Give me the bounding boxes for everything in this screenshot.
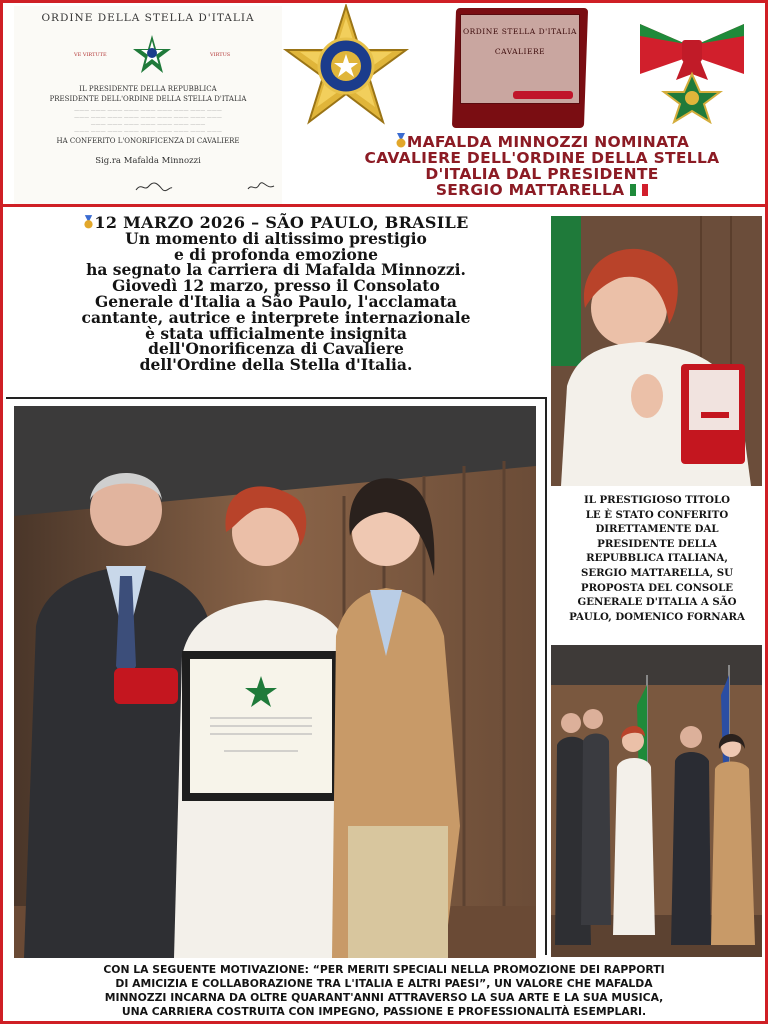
- side-caption: [553, 493, 761, 624]
- intro-line: Un momento di altissimo prestigio: [125, 228, 427, 248]
- italy-flag-icon: [630, 184, 648, 196]
- intro-line: ha segnato la carriera di Mafalda Minnozzi.: [86, 260, 466, 280]
- diploma-line: HA CONFERITO L'ONORIFICENZA DI CAVALIERE: [56, 137, 240, 145]
- intro-line: è stata ufficialmente insignita: [145, 323, 407, 343]
- motivation-line: CON LA SEGUENTE MOTIVAZIONE: “PER MERITI SPECIALI NELLA PROMOZIONE DEI RAPPORTI: [103, 963, 665, 976]
- ceremony-photo: [14, 406, 536, 958]
- medal-icon: [395, 133, 407, 148]
- medal-box-rank: CAVALIERE: [494, 47, 546, 56]
- diploma-star-emblem-icon: [132, 34, 172, 74]
- event-date: 12 MARZO 2026 – SÃO PAULO, BRASILE: [94, 213, 469, 232]
- intro-divider: [6, 397, 546, 399]
- headline-line: D'ITALIA DAL PRESIDENTE: [425, 165, 659, 183]
- header-divider: [0, 204, 768, 207]
- column-divider: [545, 397, 547, 955]
- diploma-recipient: Sig.ra Mafalda Minnozzi: [95, 156, 201, 166]
- signature-icon: [246, 180, 276, 194]
- group-photo: [551, 645, 762, 957]
- diploma-line: PRESIDENTE DELL'ORDINE DELLA STELLA D'ITALIA: [49, 95, 247, 103]
- headline: [318, 133, 766, 198]
- side-caption-line: SERGIO MATTARELLA, SU: [580, 566, 734, 579]
- intro-line: e di profonda emozione: [173, 244, 379, 264]
- motivation-text: [10, 963, 758, 1019]
- side-caption-line: PRESIDENTE DELLA: [597, 537, 717, 550]
- intro-line: Generale d'Italia a São Paulo, l'acclamata: [95, 291, 457, 311]
- motivation-line: DI AMICIZIA E COLLABORAZIONE TRA L'ITALIA E ALTRI PAESI”, UN VALORE CHE MAFALDA: [115, 977, 653, 990]
- intro-line: Giovedì 12 marzo, presso il Consolato: [112, 276, 440, 296]
- intro-text: [6, 215, 546, 373]
- side-caption-line: REPUBBLICA ITALIANA,: [586, 552, 728, 565]
- medal-box-title: ORDINE STELLA D'ITALIA: [463, 27, 577, 36]
- diploma-motto-left: VE VIRTUTE: [74, 52, 107, 58]
- side-caption-line: DIRETTAMENTE DAL: [595, 523, 719, 536]
- side-caption-line: PROPOSTA DEL CONSOLE: [580, 581, 734, 594]
- intro-line: cantante, autrice e interprete internazionale: [81, 307, 471, 327]
- side-caption-line: PAULO, DOMENICO FORNARA: [569, 610, 745, 623]
- portrait-photo: [551, 216, 762, 486]
- signature-icon: [134, 180, 174, 194]
- diploma-text: IL PRESIDENTE DELLA REPUBBLICA PRESIDENTE DELL'ORDINE DELLA STELLA D'ITALIA ——— ——— ——— ——— ——— ——— ——— ——— ——— ——— ——— ——— ——— ——— ——— ——— ——— ——— ——— ——— ——— ——— ——— ——— ——— ——— ——— ——— ——— ——— ——— ——— ——— ——— HA CONFERITO L'ONORIFICENZA DI CAVALIERE Sig.ra Mafalda Minnozzi: [26, 84, 270, 166]
- side-caption-line: LE È STATO CONFERITO: [585, 508, 729, 521]
- headline-line: MAFALDA MINNOZZI NOMINATA: [406, 133, 690, 151]
- diploma-motto-right: VIRTUS: [210, 52, 231, 58]
- side-caption-line: IL PRESTIGIOSO TITOLO: [583, 494, 731, 506]
- motivation-line: MINNOZZI INCARNA DA OLTRE QUARANT'ANNI ATTRAVERSO LA SUA ARTE E LA SUA MUSICA,: [104, 991, 664, 1004]
- intro-line: dell'Onorificenza di Cavaliere: [148, 339, 404, 359]
- diploma-image: [14, 6, 282, 204]
- side-caption-line: GENERALE D'ITALIA A SÃO: [577, 596, 737, 609]
- headline-line: CAVALIERE DELL'ORDINE DELLA STELLA: [364, 149, 720, 167]
- medal-box-image: [446, 8, 596, 130]
- intro-line: dell'Ordine della Stella d'Italia.: [139, 355, 413, 375]
- diploma-line: IL PRESIDENTE DELLA REPUBBLICA: [79, 85, 217, 93]
- order-star-medal: [282, 4, 410, 132]
- diploma-title: ORDINE DELLA STELLA D'ITALIA: [41, 12, 255, 24]
- motivation-line: UNA CARRIERA COSTRUITA CON IMPEGNO, PASSIONE E PROFESSIONALITÀ ESEMPLARI.: [121, 1005, 647, 1018]
- medal-icon: [83, 215, 94, 229]
- headline-line: SERGIO MATTARELLA: [435, 181, 625, 199]
- ribbon-medal-icon: [636, 14, 748, 124]
